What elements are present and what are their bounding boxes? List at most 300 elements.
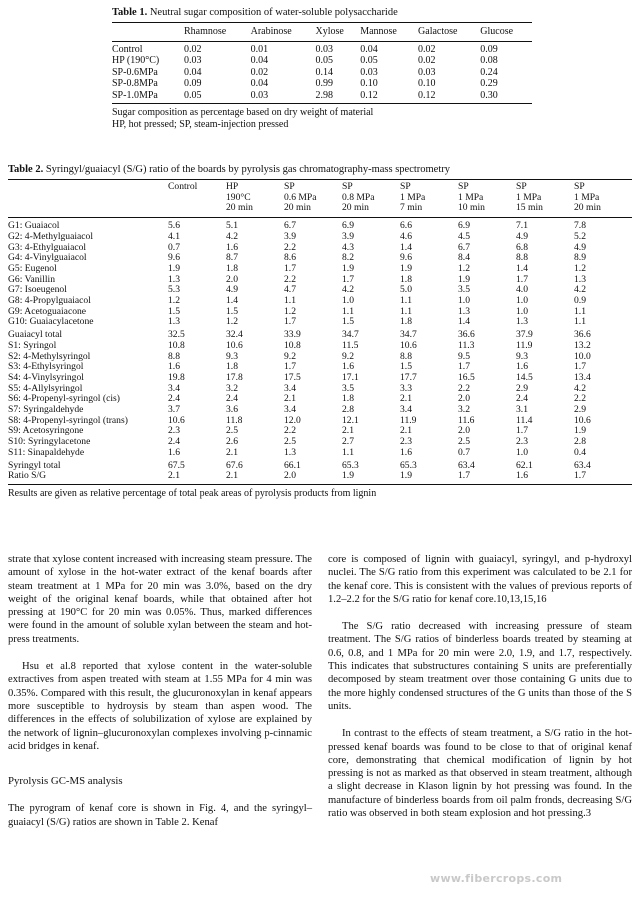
- table-cell: 2.6: [226, 436, 238, 448]
- table-cell: 2.0: [226, 273, 238, 285]
- row-label-cell: S1: Syringol: [8, 339, 57, 351]
- row-label-cell: Guaiacyl total: [8, 329, 63, 341]
- row-label-cell: G9: Acetoguaiacone: [8, 305, 87, 317]
- table-cell: 0.03: [315, 43, 333, 55]
- table-cell: 2.2: [284, 241, 296, 253]
- table-cell: 1.7: [284, 316, 296, 328]
- table-cell: 1.6: [516, 470, 528, 482]
- table-cell: 1.7: [516, 273, 528, 285]
- table-cell: 0.08: [480, 55, 498, 66]
- table-2-header-cell: [8, 180, 168, 217]
- table-cell: 2.4: [168, 393, 180, 405]
- table-cell: 2.3: [168, 425, 180, 437]
- table-cell: 1.2: [226, 316, 238, 328]
- table-cell: 1.4: [516, 262, 528, 274]
- table-cell: 1.2: [168, 295, 180, 307]
- table-cell: 1.8: [400, 316, 412, 328]
- table-cell: 67.5: [168, 459, 185, 471]
- table-cell: 1.5: [226, 305, 238, 317]
- table-row: [8, 341, 632, 352]
- table-cell: 11.8: [226, 414, 243, 426]
- table-cell: 1.1: [574, 305, 586, 317]
- table-cell: 65.3: [400, 459, 417, 471]
- row-label-cell: G4: 4-Vinylguaiacol: [8, 252, 87, 264]
- table-cell: 4.7: [284, 284, 296, 296]
- table-cell: 1.7: [342, 273, 354, 285]
- table-cell: 0.02: [250, 66, 269, 78]
- section-heading: Pyrolysis GC-MS analysis: [8, 775, 123, 788]
- table-row: [112, 55, 532, 67]
- table-cell: 0.05: [315, 55, 333, 66]
- paragraph: Hsu et al.8 reported that xylose content in the water-soluble extractives from aspen treated with steam at 1.55 MPa for 4 min was 0.35%. Compared with this result, the glucuronoxylan in kenaf appears more susceptible to hydroysis by steam than aspen wood. The differences in the effects of solubilization of xylose are explained by the network of lignin–glucuronoxylan complexes involving p-cinnamic acid bridges in kenaf.: [8, 661, 312, 752]
- table-cell: 1.1: [284, 295, 296, 307]
- table-cell: 0.04: [250, 78, 269, 89]
- table-cell: 4.9: [516, 230, 528, 242]
- table-cell: 2.3: [400, 436, 412, 448]
- table-cell: 8.6: [284, 252, 296, 264]
- table-cell: 4.1: [168, 230, 180, 242]
- table-cell: 2.0: [458, 425, 470, 437]
- table-cell: 2.5: [458, 436, 470, 448]
- table-cell: 0.03: [360, 66, 378, 78]
- table-1-body: [112, 44, 532, 102]
- table-cell: 1.9: [458, 273, 470, 285]
- table-row: [8, 373, 632, 384]
- table-cell: 17.5: [284, 371, 301, 383]
- table-cell: 9.6: [400, 252, 412, 264]
- table-cell: 0.10: [418, 78, 436, 89]
- table-cell: 0.04: [360, 43, 378, 55]
- table-cell: 1.9: [342, 470, 354, 482]
- table-cell: 4.0: [516, 284, 528, 296]
- table-cell: 0.4: [574, 446, 586, 458]
- table-1-header-cell: Xylose: [315, 26, 344, 37]
- table-cell: 1.0: [516, 305, 528, 317]
- table-2-header-rule: [8, 217, 632, 218]
- table-cell: 6.7: [458, 241, 470, 253]
- table-cell: 0.30: [480, 89, 498, 101]
- table-cell: 0.03: [418, 66, 436, 78]
- table-cell: 0.04: [184, 66, 202, 78]
- table-cell: 33.9: [284, 329, 301, 341]
- table-1-header-cell: Glucose: [480, 26, 514, 37]
- table-cell: 4.9: [226, 284, 238, 296]
- table-row: [8, 426, 632, 437]
- table-cell: 1.0: [516, 295, 528, 307]
- table-cell: 36.6: [574, 329, 591, 341]
- table-cell: 8.8: [516, 252, 528, 264]
- table-cell: 0.03: [250, 89, 269, 101]
- table-cell: 1.1: [400, 295, 412, 307]
- row-label-cell: S7: Syringaldehyde: [8, 404, 84, 416]
- table-cell: 2.7: [342, 436, 354, 448]
- table-row: [112, 90, 532, 102]
- table-row: [8, 221, 632, 232]
- table-cell: 8.4: [458, 252, 470, 264]
- table-cell: 17.1: [342, 371, 359, 383]
- table-cell: 19.8: [168, 371, 185, 383]
- table-2-header-cell: SP 1 MPa 20 min: [574, 181, 601, 214]
- table-cell: 6.8: [516, 241, 528, 253]
- table-cell: 10.0: [574, 350, 591, 362]
- table-cell: 6.7: [284, 220, 296, 232]
- row-label-cell: Control: [112, 43, 143, 55]
- row-label-cell: S3: 4-Ethylsyringol: [8, 361, 84, 373]
- table-cell: 1.9: [400, 262, 412, 274]
- table-2-header-cell: SP 1 MPa 7 min: [400, 181, 426, 214]
- table-2-body: [8, 221, 632, 482]
- table-cell: 4.2: [342, 284, 354, 296]
- table-cell: 7.8: [574, 220, 586, 232]
- table-1-caption: [112, 6, 532, 19]
- table-cell: 5.3: [168, 284, 180, 296]
- table-2-caption-text: Syringyl/guaiacyl (S/G) ratio of the boards by pyrolysis gas chromatography-mass spectrometry: [45, 164, 451, 175]
- table-cell: 1.5: [400, 361, 412, 373]
- row-label-cell: G3: 4-Ethylguaiacol: [8, 241, 87, 253]
- table-2-header-cell: Control: [168, 181, 198, 192]
- table-cell: 0.12: [360, 89, 378, 101]
- table-2-header-row: [8, 180, 632, 217]
- table-cell: 0.05: [360, 55, 378, 66]
- table-1-caption-label: Table 1.: [112, 7, 148, 18]
- table-cell: 1.6: [226, 241, 238, 253]
- table-cell: 63.4: [458, 459, 475, 471]
- table-cell: 4.5: [458, 230, 470, 242]
- table-cell: 2.1: [284, 393, 296, 405]
- table-cell: 1.1: [342, 446, 354, 458]
- row-label-cell: G10: Guaiacylacetone: [8, 316, 94, 328]
- table-2-header-cell: SP 1 MPa 10 min: [458, 181, 485, 214]
- row-label-cell: G6: Vanillin: [8, 273, 55, 285]
- table-cell: 2.2: [458, 382, 470, 394]
- table-cell: 8.9: [574, 252, 586, 264]
- table-cell: 1.7: [458, 470, 470, 482]
- table-cell: 3.6: [226, 404, 238, 416]
- table-cell: 11.9: [400, 414, 417, 426]
- table-cell: 65.3: [342, 459, 359, 471]
- table-cell: 1.7: [574, 470, 586, 482]
- table-1-notes: [112, 107, 532, 130]
- table-cell: 9.3: [226, 350, 238, 362]
- table-cell: 2.1: [168, 470, 180, 482]
- row-label-cell: S9: Acetosyringone: [8, 425, 84, 437]
- table-cell: 3.4: [284, 404, 296, 416]
- table-cell: 1.2: [574, 262, 586, 274]
- table-cell: 1.2: [458, 262, 470, 274]
- table-1-header-row: [112, 23, 532, 41]
- table-cell: 0.99: [315, 78, 333, 89]
- table-cell: 0.03: [184, 55, 202, 66]
- table-cell: 9.6: [168, 252, 180, 264]
- table-2: [8, 163, 632, 500]
- row-label-cell: SP-0.6MPa: [112, 66, 158, 78]
- table-cell: 3.5: [458, 284, 470, 296]
- table-cell: 0.04: [250, 55, 269, 66]
- table-1: [112, 6, 532, 130]
- table-row: [112, 78, 532, 90]
- table-1-header-cell: Mannose: [360, 26, 397, 37]
- table-cell: 2.2: [284, 425, 296, 437]
- table-cell: 9.5: [458, 350, 470, 362]
- table-cell: 10.6: [168, 414, 185, 426]
- table-cell: 1.5: [342, 316, 354, 328]
- row-label-cell: Syringyl total: [8, 459, 61, 471]
- table-cell: 3.9: [342, 230, 354, 242]
- table-cell: 8.8: [168, 350, 180, 362]
- table-cell: 4.2: [226, 230, 238, 242]
- table-cell: 1.1: [400, 305, 412, 317]
- table-cell: 0.14: [315, 66, 333, 78]
- table-cell: 0.10: [360, 78, 378, 89]
- table-cell: 1.3: [168, 316, 180, 328]
- table-1-note: Sugar composition as percentage based on dry weight of material: [112, 107, 374, 118]
- table-row: [112, 67, 532, 79]
- table-cell: 17.7: [400, 371, 417, 383]
- table-row: [8, 416, 632, 427]
- table-row: [8, 275, 632, 286]
- table-cell: 2.2: [574, 393, 586, 405]
- table-cell: 2.1: [400, 393, 412, 405]
- table-cell: 1.6: [342, 361, 354, 373]
- table-cell: 1.2: [284, 305, 296, 317]
- table-cell: 3.4: [284, 382, 296, 394]
- table-cell: 1.9: [342, 262, 354, 274]
- table-cell: 4.3: [342, 241, 354, 253]
- table-cell: 10.6: [226, 339, 243, 351]
- table-cell: 3.7: [168, 404, 180, 416]
- table-2-bottom-rule: [8, 484, 632, 485]
- table-row: [8, 471, 632, 482]
- row-label-cell: S4: 4-Vinylsyringol: [8, 371, 84, 383]
- table-cell: 2.4: [226, 393, 238, 405]
- table-cell: 1.3: [284, 446, 296, 458]
- table-cell: 2.0: [458, 393, 470, 405]
- table-row: [8, 243, 632, 254]
- table-cell: 0.9: [574, 295, 586, 307]
- table-row: [8, 264, 632, 275]
- table-cell: 1.7: [516, 425, 528, 437]
- table-cell: 1.9: [574, 425, 586, 437]
- table-row: [8, 448, 632, 459]
- table-cell: 4.6: [400, 230, 412, 242]
- paragraph: The pyrogram of kenaf core is shown in Fig. 4, and the syringyl–guaiacyl (S/G) ratios are shown in Table 2. Kenaf: [8, 803, 312, 828]
- table-cell: 2.0: [284, 470, 296, 482]
- table-cell: 6.9: [342, 220, 354, 232]
- table-cell: 11.9: [516, 339, 533, 351]
- row-label-cell: SP-0.8MPa: [112, 78, 158, 89]
- table-cell: 0.09: [480, 43, 498, 55]
- table-cell: 5.2: [574, 230, 586, 242]
- table-cell: 0.7: [458, 446, 470, 458]
- paragraph: core is composed of lignin with guaiacyl, syringyl, and p-hydroxyl nuclei. The S/G ratio from this experiment was calculated to be 2.1 for the kenaf core. This is consistent with the values of previous reports of 1.2–2.2 for the S/G ratio for kenaf core.10,13,15,16: [328, 554, 632, 605]
- table-cell: 1.8: [226, 262, 238, 274]
- table-cell: 34.7: [342, 329, 359, 341]
- table-cell: 0.02: [418, 43, 436, 55]
- row-label-cell: G7: Isoeugenol: [8, 284, 67, 296]
- table-cell: 1.4: [226, 295, 238, 307]
- table-cell: 8.2: [342, 252, 354, 264]
- table-cell: 32.4: [226, 329, 243, 341]
- table-cell: 4.2: [574, 284, 586, 296]
- table-cell: 3.1: [516, 404, 528, 416]
- table-cell: 0.02: [418, 55, 436, 66]
- table-cell: 3.4: [168, 382, 180, 394]
- table-cell: 11.5: [342, 339, 359, 351]
- table-2-header-cell: SP 1 MPa 15 min: [516, 181, 543, 214]
- table-row: [8, 253, 632, 264]
- row-label-cell: Ratio S/G: [8, 470, 47, 482]
- table-cell: 0.12: [418, 89, 436, 101]
- table-cell: 12.1: [342, 414, 359, 426]
- table-1-header-cell: [112, 23, 184, 41]
- table-cell: 2.1: [342, 425, 354, 437]
- watermark: www.fibercrops.com: [430, 872, 563, 885]
- table-cell: 1.3: [516, 316, 528, 328]
- table-cell: 1.1: [574, 316, 586, 328]
- table-2-grid: [8, 180, 632, 482]
- table-cell: 0.05: [184, 89, 202, 101]
- table-cell: 0.02: [184, 43, 202, 55]
- table-cell: 2.1: [226, 446, 238, 458]
- table-row: [8, 296, 632, 307]
- table-cell: 8.8: [400, 350, 412, 362]
- table-cell: 13.4: [574, 371, 591, 383]
- table-row: [8, 352, 632, 363]
- table-cell: 2.4: [516, 393, 528, 405]
- table-row: [8, 232, 632, 243]
- table-2-caption: [8, 163, 632, 176]
- row-label-cell: S6: 4-Propenyl-syringol (cis): [8, 393, 120, 405]
- paragraph: In contrast to the effects of steam treatment, a S/G ratio in the hot-pressed kenaf boards was found to be close to that of original kenaf core, demonstrating that chemical modification of lignin by hot pressing is not as marked as that observed in steam treatment, although a slight decrease in Klason lignin by hot pressing was found. In the manufacture of binderless boards from oil palm fronds, decreasing S/G ratio was observed in both steam explosion and hot pressing.3: [328, 728, 632, 820]
- table-1-header-rule: [112, 41, 532, 42]
- table-cell: 8.7: [226, 252, 238, 264]
- table-cell: 1.6: [516, 361, 528, 373]
- table-cell: 3.3: [400, 382, 412, 394]
- table-cell: 2.1: [226, 470, 238, 482]
- table-cell: 1.4: [458, 316, 470, 328]
- row-label-cell: HP (190°C): [112, 55, 160, 66]
- paragraph: strate that xylose content increased with increasing steam pressure. The amount of xylose in the hot-water extract of the kenaf boards after steam treatment at 1 MPa for 20 min was 3.0%, based on the dry weight of the original kenaf boards, while that obtained after hot pressing at 190°C for 20 min was 0.05%. Thus, marked differences were found in the amount of soluble xylan between the steam and hot-press treatments.: [8, 554, 312, 645]
- table-cell: 5.1: [226, 220, 238, 232]
- table-cell: 1.1: [342, 305, 354, 317]
- table-2-caption-label: Table 2.: [8, 164, 44, 175]
- table-cell: 34.7: [400, 329, 417, 341]
- row-label-cell: S5: 4-Allylsyringol: [8, 382, 83, 394]
- table-cell: 17.8: [226, 371, 243, 383]
- table-cell: 2.98: [315, 89, 333, 101]
- table-cell: 66.1: [284, 459, 301, 471]
- table-cell: 10.6: [400, 339, 417, 351]
- table-cell: 2.9: [574, 404, 586, 416]
- table-cell: 6.6: [400, 220, 412, 232]
- table-cell: 2.1: [400, 425, 412, 437]
- table-row: [8, 285, 632, 296]
- table-cell: 1.3: [458, 305, 470, 317]
- table-row: [8, 394, 632, 405]
- table-cell: 6.9: [458, 220, 470, 232]
- row-label-cell: G2: 4-Methylguaiacol: [8, 230, 93, 242]
- table-cell: 1.8: [342, 393, 354, 405]
- table-cell: 3.5: [342, 382, 354, 394]
- table-cell: 4.2: [574, 382, 586, 394]
- table-cell: 63.4: [574, 459, 591, 471]
- table-cell: 1.0: [342, 295, 354, 307]
- table-cell: 7.1: [516, 220, 528, 232]
- table-cell: 1.6: [168, 446, 180, 458]
- table-cell: 5.6: [168, 220, 180, 232]
- table-cell: 13.2: [574, 339, 591, 351]
- table-cell: 1.3: [168, 273, 180, 285]
- table-row: [8, 362, 632, 373]
- table-1-header-cell: Arabinose: [250, 26, 292, 37]
- table-cell: 1.0: [516, 446, 528, 458]
- table-cell: 1.6: [168, 361, 180, 373]
- row-label-cell: SP-1.0MPa: [112, 89, 158, 101]
- table-cell: 14.5: [516, 371, 533, 383]
- table-1-caption-text: Neutral sugar composition of water-soluble polysaccharide: [149, 7, 398, 18]
- table-cell: 2.5: [226, 425, 238, 437]
- table-cell: 1.9: [400, 470, 412, 482]
- table-cell: 12.0: [284, 414, 301, 426]
- table-cell: 16.5: [458, 371, 475, 383]
- table-cell: 1.7: [574, 361, 586, 373]
- table-cell: 2.2: [284, 273, 296, 285]
- table-cell: 1.7: [284, 262, 296, 274]
- table-cell: 9.2: [284, 350, 296, 362]
- table-cell: 2.3: [516, 436, 528, 448]
- table-cell: 3.9: [284, 230, 296, 242]
- table-1-bottom-rule: [112, 103, 532, 104]
- table-cell: 2.5: [284, 436, 296, 448]
- table-cell: 0.01: [250, 43, 269, 55]
- table-2-footnote: Results are given as relative percentage of total peak areas of pyrolysis products from lignin: [8, 487, 377, 499]
- table-cell: 2.8: [342, 404, 354, 416]
- table-cell: 1.7: [458, 361, 470, 373]
- table-cell: 1.4: [400, 241, 412, 253]
- table-cell: 37.9: [516, 329, 533, 341]
- table-cell: 2.9: [516, 382, 528, 394]
- table-cell: 36.6: [458, 329, 475, 341]
- table-cell: 1.0: [458, 295, 470, 307]
- paragraph: The S/G ratio decreased with increasing pressure of steam treatment. The S/G ratios of binderless boards treated by steaming at 0.6, 0.8, and 1 MPa for 20 min were 2.0, 1.9, and 1.7, respectively. This indicates that substructures containing S units are preferentially decomposed by steam treatment over those containing G units due to the more highly condensed structures of the G units than those of the S units.: [328, 621, 632, 712]
- table-cell: 1.3: [574, 273, 586, 285]
- table-2-header-cell: SP 0.8 MPa 20 min: [342, 181, 375, 214]
- table-cell: 3.4: [400, 404, 412, 416]
- table-cell: 32.5: [168, 329, 185, 341]
- table-row: [8, 459, 632, 472]
- table-cell: 11.6: [458, 414, 475, 426]
- row-label-cell: G5: Eugenol: [8, 262, 57, 274]
- table-cell: 1.9: [168, 262, 180, 274]
- table-1-header-cell: Rhamnose: [184, 26, 227, 37]
- table-row: [8, 328, 632, 341]
- row-label-cell: G1: Guaiacol: [8, 220, 60, 232]
- table-cell: 5.0: [400, 284, 412, 296]
- table-cell: 1.8: [400, 273, 412, 285]
- table-cell: 1.7: [284, 361, 296, 373]
- table-row: [8, 437, 632, 448]
- table-cell: 1.6: [400, 446, 412, 458]
- table-cell: 9.2: [342, 350, 354, 362]
- table-cell: 67.6: [226, 459, 243, 471]
- table-cell: 62.1: [516, 459, 533, 471]
- table-cell: 4.9: [574, 241, 586, 253]
- table-2-header-cell: SP 0.6 MPa 20 min: [284, 181, 317, 214]
- left-text-column: [8, 553, 312, 829]
- row-label-cell: S11: Sinapaldehyde: [8, 446, 85, 458]
- row-label-cell: S2: 4-Methylsyringol: [8, 350, 91, 362]
- table-cell: 9.3: [516, 350, 528, 362]
